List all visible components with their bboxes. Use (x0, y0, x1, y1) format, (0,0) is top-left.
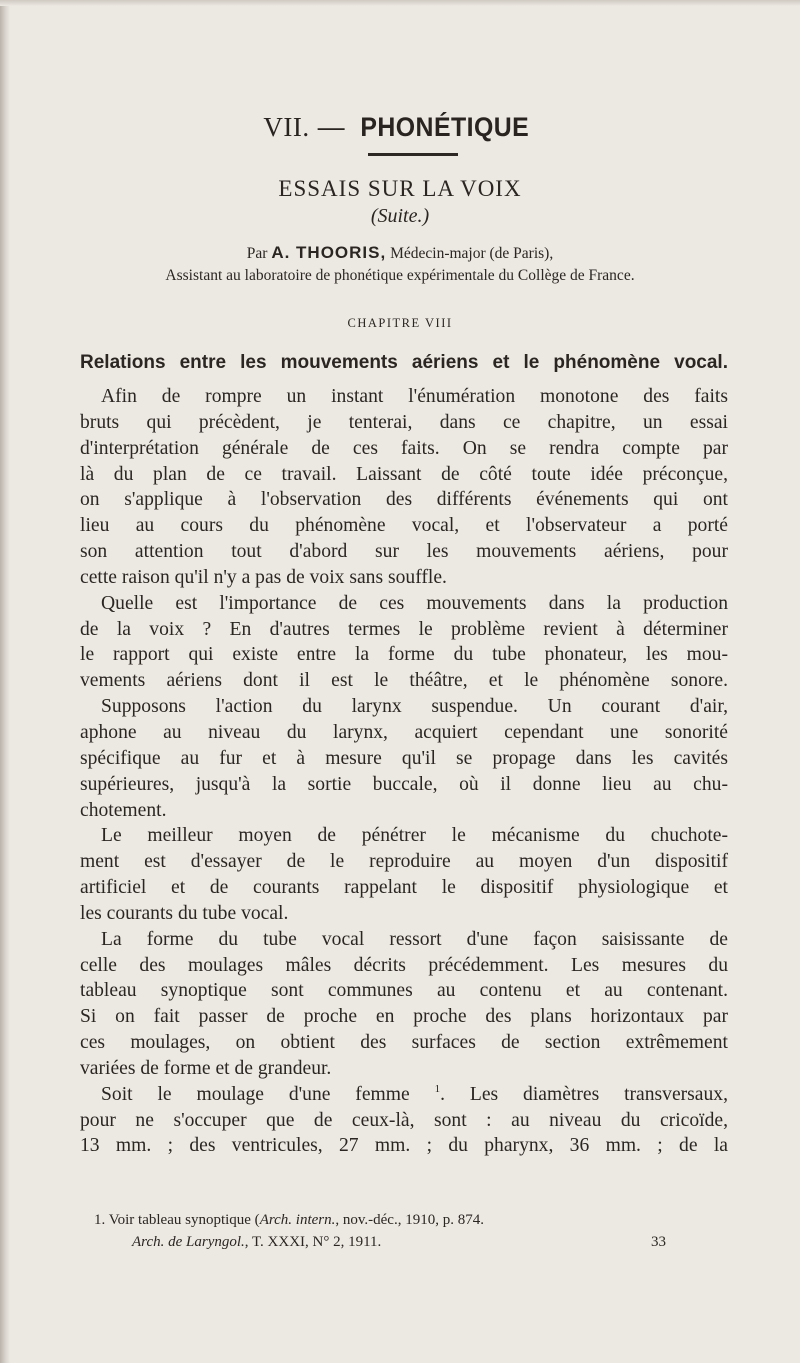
article-title: ESSAIS SUR LA VOIX (278, 176, 522, 201)
footnote-text-after: , nov.-déc., 1910, p. 874. (335, 1212, 484, 1228)
text-line: Le meilleur moyen de pénétrer le mécanisme du chuchote- (101, 825, 728, 847)
text-line: là du plan de ce travail. Laissant de côté toute idée préconçue, (80, 463, 728, 485)
scan-top-shadow (0, 0, 800, 6)
text-line: Quelle est l'importance de ces mouvements dans la production (101, 592, 728, 614)
footnote-ref: 1 (434, 1082, 441, 1095)
article-suite: (Suite.) (370, 205, 430, 227)
body-text (80, 384, 728, 1159)
text-line: on s'applique à l'observation des différents événements qui ont (80, 489, 728, 511)
text-line: cette raison qu'il n'y a pas de voix sans souffle. (80, 566, 447, 588)
text-line: vements aériens dont il est le théâtre, et le phénomène sonore. (80, 670, 728, 692)
chapter-heading: Relations entre les mouvements aériens et le phénomène vocal. (80, 352, 728, 373)
text-line: aphone au niveau du larynx, acquiert cependant une sonorité (80, 721, 728, 743)
chapter-label: CHAPITRE VIII (347, 316, 453, 330)
byline (0, 243, 800, 263)
text-line: Supposons l'action du larynx suspendue. Un courant d'air, (101, 696, 728, 718)
footnotes (80, 1209, 728, 1253)
text-line: spécifique au fur et à mesure qu'il se propage dans les cavités (80, 747, 728, 769)
text-line: chotement. (80, 799, 167, 821)
text-line-with-footnote (80, 1082, 728, 1108)
section-name: PHONÉTIQUE (360, 112, 530, 142)
text-line: La forme du tube vocal ressort d'une façon saisissante de (101, 928, 728, 950)
text-line: ces moulages, on obtient des surfaces de section extrêmement (80, 1032, 728, 1054)
text-line: de la voix ? En d'autres termes le problème revient à déterminer (80, 618, 728, 640)
text-line: d'interprétation générale de ces faits. On se rendra compte par (80, 437, 728, 459)
text-line: les courants du tube vocal. (80, 902, 289, 924)
page-number: 33 (651, 1234, 666, 1250)
text-line: 13 mm. ; des ventricules, 27 mm. ; du pharynx, 36 mm. ; de la (80, 1135, 728, 1157)
footnote-text: Voir tableau synoptique ( (108, 1212, 260, 1228)
footnote-1 (80, 1209, 728, 1231)
section-dash: — (317, 112, 346, 142)
footnote-number: 1. (94, 1212, 106, 1228)
author-role: Médecin-major (de Paris), (390, 245, 554, 262)
section-number: VII. (263, 112, 310, 142)
text-line: le rapport qui existe entre la forme du tube phonateur, les mou- (80, 644, 728, 666)
text-line: tableau synoptique sont communes au contenu et au contenant. (80, 980, 728, 1002)
text-line: bruts qui précèdent, je tenterai, dans ce chapitre, un essai (80, 411, 728, 433)
footnote-journal: Arch. intern. (259, 1212, 336, 1228)
source-line (80, 1231, 728, 1253)
text-segment: Soit le moulage d'une femme (101, 1083, 410, 1105)
author-name: A. THOORIS, (271, 243, 387, 262)
text-line: Si on fait passer de proche en proche des plans horizontaux par (80, 1006, 728, 1028)
text-line: son attention tout d'abord sur les mouvements aériens, pour (80, 541, 728, 563)
text-line: lieu au cours du phénomène vocal, et l'observateur a porté (80, 515, 728, 537)
text-line: celle des moulages mâles décrits précédemment. Les mesures du (80, 954, 728, 976)
author-affiliation: Assistant au laboratoire de phonétique expérimentale du Collège de France. (165, 267, 635, 284)
byline-par: Par (246, 245, 268, 262)
source-volume: , T. XXXI, N° 2, 1911. (244, 1234, 382, 1250)
text-line: ment est d'essayer de le reproduire au moyen d'un dispositif (80, 851, 728, 873)
section-title (0, 112, 800, 143)
text-line: pour ne s'occuper que de ceux-là, sont : au niveau du cricoïde, (80, 1109, 728, 1131)
section-rule (368, 153, 458, 156)
text-line: Afin de rompre un instant l'énumération monotone des faits (101, 386, 728, 407)
text-line: artificiel et de courants rappelant le dispositif physiologique et (80, 877, 728, 899)
text-segment: . Les diamètres transversaux, (440, 1083, 728, 1105)
text-line: supérieures, jusqu'à la sortie buccale, où il donne lieu au chu- (80, 773, 728, 795)
text-line: variées de forme et de grandeur. (80, 1057, 332, 1079)
source-journal: Arch. de Laryngol. (132, 1234, 245, 1250)
